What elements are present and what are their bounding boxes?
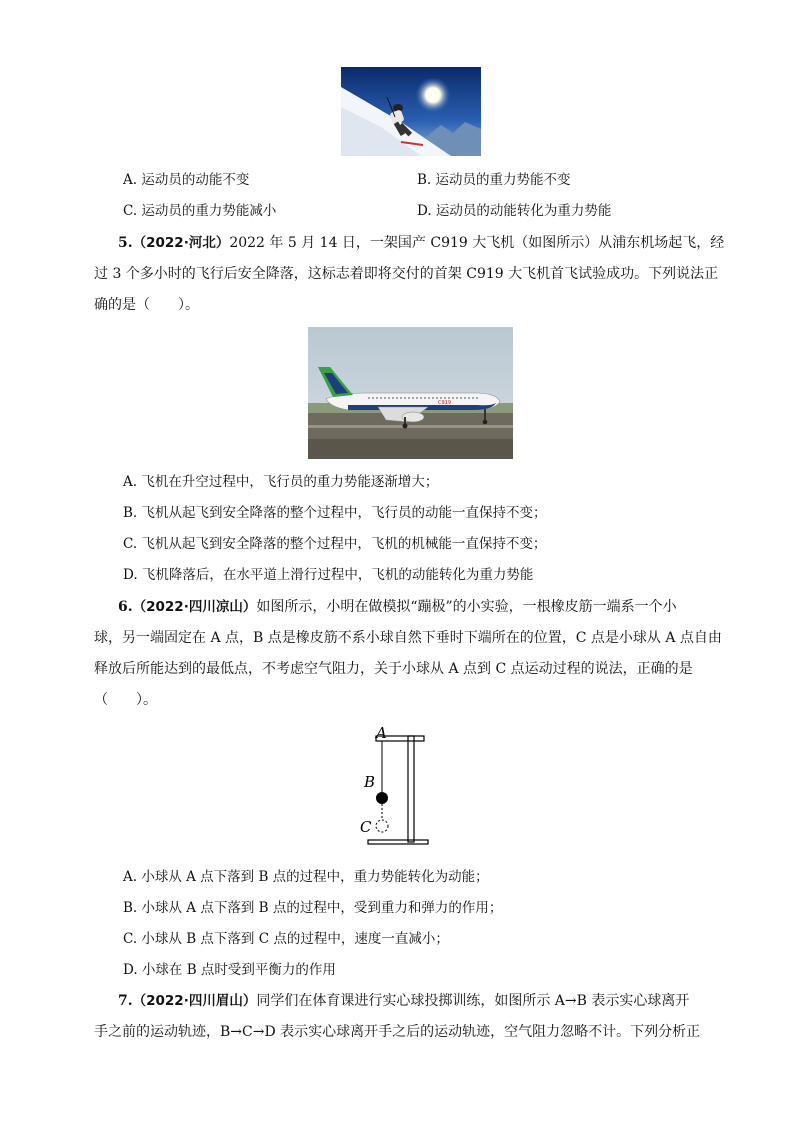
q4-option-a: A. 运动员的动能不变 — [123, 172, 250, 188]
q7-source: （2022·四川眉山） — [132, 993, 257, 1009]
q5-option-d: D. 飞机降落后，在水平道上滑行过程中，飞机的动能转化为重力势能 — [123, 567, 534, 583]
q6-option-c: C. 小球从 B 点下落到 C 点的过程中，速度一直减小； — [123, 931, 449, 947]
c919-airplane-photo — [308, 327, 513, 459]
diagram-label-a: A — [376, 724, 387, 742]
q6-number: 6. — [118, 599, 133, 615]
q6-stem-line4: （ ）。 — [94, 692, 157, 708]
q5-text-1: 2022 年 5 月 14 日，一架国产 C919 大飞机（如图所示）从浦东机场起飞，经 — [229, 235, 725, 251]
q5-option-c: C. 飞机从起飞到安全降落的整个过程中，飞机的机械能一直保持不变； — [123, 536, 547, 552]
q5-stem-line2: 过 3 个多小时的飞行后安全降落，这标志着即将交付的首架 C919 大飞机首飞试验成功。下列说法正 — [94, 266, 719, 282]
q7-stem-line1 — [118, 991, 689, 1011]
q6-option-a: A. 小球从 A 点下落到 B 点的过程中，重力势能转化为动能； — [123, 869, 489, 885]
q4-option-b: B. 运动员的重力势能不变 — [417, 172, 571, 188]
q6-text-1: 如图所示，小明在做模拟“蹦极”的小实验，一根橡皮筋一端系一个小 — [256, 599, 677, 615]
q5-option-a: A. 飞机在升空过程中，飞行员的重力势能逐渐增大； — [123, 474, 439, 490]
q5-stem-line3: 确的是（ ）。 — [94, 297, 199, 313]
q6-option-d: D. 小球在 B 点时受到平衡力的作用 — [123, 962, 336, 978]
q4-option-c: C. 运动员的重力势能减小 — [123, 203, 277, 219]
svg-text:C919: C919 — [438, 400, 452, 406]
bungee-diagram — [356, 724, 436, 850]
q7-stem-line2: 手之前的运动轨迹，B→C→D 表示实心球离开手之后的运动轨迹，空气阻力忽略不计。下列分析正 — [94, 1024, 701, 1040]
q6-option-b: B. 小球从 A 点下落到 B 点的过程中，受到重力和弹力的作用； — [123, 900, 503, 916]
q6-stem-line1 — [118, 597, 677, 617]
q7-number: 7. — [118, 993, 133, 1009]
q5-stem-line1 — [118, 233, 724, 253]
diagram-label-b: B — [364, 773, 376, 791]
q4-option-d: D. 运动员的动能转化为重力势能 — [417, 203, 612, 219]
q5-option-b: B. 飞机从起飞到安全降落的整个过程中，飞行员的动能一直保持不变； — [123, 505, 547, 521]
q7-text-1: 同学们在体育课进行实心球投掷训练，如图所示 A→B 表示实心球离开 — [256, 993, 690, 1009]
q6-source: （2022·四川凉山） — [132, 599, 257, 615]
skier-photo — [341, 67, 481, 156]
q6-stem-line2: 球，另一端固定在 A 点，B 点是橡皮筋不系小球自然下垂时下端所在的位置，C 点是小球从 A 点自由 — [94, 630, 722, 646]
diagram-label-c: C — [360, 818, 372, 836]
q5-source: （2022·河北） — [132, 235, 230, 251]
q6-stem-line3: 释放后所能达到的最低点，不考虑空气阻力，关于小球从 A 点到 C 点运动过程的说法，正确的是 — [94, 661, 693, 677]
q5-number: 5. — [118, 235, 133, 251]
